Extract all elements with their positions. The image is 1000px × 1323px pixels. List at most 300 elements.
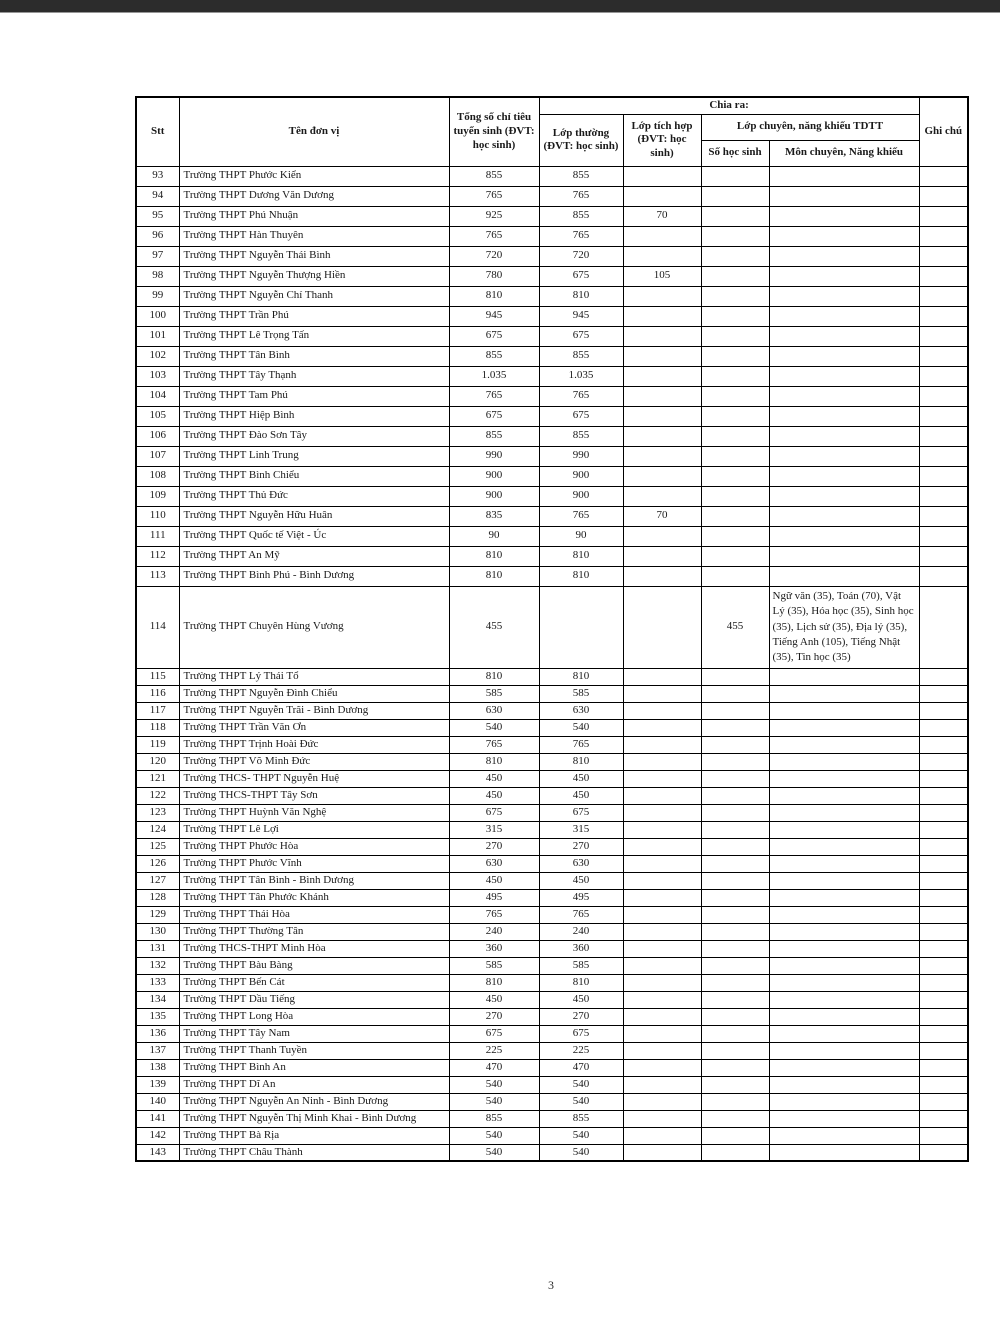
cell-special-subjects bbox=[769, 346, 919, 366]
cell-special-count bbox=[701, 406, 769, 426]
cell-school-name: Trường THPT Nguyễn Hữu Huân bbox=[179, 506, 449, 526]
cell-school-name: Trường THPT Bình Phú - Bình Dương bbox=[179, 566, 449, 586]
cell-note bbox=[919, 266, 968, 286]
cell-stt: 114 bbox=[136, 586, 179, 668]
cell-school-name: Trường THPT Linh Trung bbox=[179, 446, 449, 466]
cell-school-name: Trường THPT Phú Nhuận bbox=[179, 206, 449, 226]
cell-integrated-class bbox=[623, 386, 701, 406]
cell-total-quota: 780 bbox=[449, 266, 539, 286]
cell-total-quota: 900 bbox=[449, 466, 539, 486]
cell-integrated-class bbox=[623, 566, 701, 586]
cell-note bbox=[919, 526, 968, 546]
cell-integrated-class bbox=[623, 366, 701, 386]
cell-integrated-class: 70 bbox=[623, 506, 701, 526]
cell-stt: 111 bbox=[136, 526, 179, 546]
cell-stt: 132 bbox=[136, 957, 179, 974]
cell-special-subjects bbox=[769, 1110, 919, 1127]
cell-note bbox=[919, 566, 968, 586]
table-row bbox=[136, 306, 968, 326]
cell-integrated-class bbox=[623, 466, 701, 486]
page-number: 3 bbox=[548, 1278, 554, 1292]
cell-school-name: Trường THPT Nguyễn Trãi - Bình Dương bbox=[179, 702, 449, 719]
cell-integrated-class bbox=[623, 446, 701, 466]
cell-regular-class: 765 bbox=[539, 736, 623, 753]
enrollment-quota-table bbox=[135, 96, 969, 1162]
header-so-hoc-sinh: Số học sinh bbox=[701, 140, 769, 166]
cell-total-quota: 455 bbox=[449, 586, 539, 668]
table-row bbox=[136, 753, 968, 770]
cell-regular-class: 990 bbox=[539, 446, 623, 466]
cell-special-subjects bbox=[769, 166, 919, 186]
cell-special-subjects bbox=[769, 446, 919, 466]
cell-note bbox=[919, 1093, 968, 1110]
cell-stt: 121 bbox=[136, 770, 179, 787]
cell-special-subjects bbox=[769, 226, 919, 246]
cell-regular-class: 855 bbox=[539, 1110, 623, 1127]
cell-school-name: Trường THPT Tân Bình bbox=[179, 346, 449, 366]
cell-note bbox=[919, 770, 968, 787]
cell-school-name: Trường THPT Chuyên Hùng Vương bbox=[179, 586, 449, 668]
cell-school-name: Trường THPT Bình Chiểu bbox=[179, 466, 449, 486]
cell-school-name: Trường THPT Thủ Đức bbox=[179, 486, 449, 506]
cell-school-name: Trường THPT Nguyễn Đình Chiểu bbox=[179, 685, 449, 702]
cell-school-name: Trường THPT Hàn Thuyên bbox=[179, 226, 449, 246]
cell-special-subjects bbox=[769, 386, 919, 406]
cell-regular-class: 765 bbox=[539, 226, 623, 246]
table-row bbox=[136, 206, 968, 226]
cell-special-subjects bbox=[769, 546, 919, 566]
cell-special-count bbox=[701, 1059, 769, 1076]
cell-school-name: Trường THPT Châu Thành bbox=[179, 1144, 449, 1161]
cell-stt: 129 bbox=[136, 906, 179, 923]
cell-stt: 131 bbox=[136, 940, 179, 957]
cell-regular-class: 240 bbox=[539, 923, 623, 940]
table-row bbox=[136, 991, 968, 1008]
cell-total-quota: 270 bbox=[449, 838, 539, 855]
cell-special-subjects bbox=[769, 787, 919, 804]
cell-integrated-class bbox=[623, 753, 701, 770]
cell-regular-class: 675 bbox=[539, 266, 623, 286]
cell-special-count bbox=[701, 1093, 769, 1110]
cell-stt: 120 bbox=[136, 753, 179, 770]
cell-stt: 123 bbox=[136, 804, 179, 821]
cell-regular-class: 450 bbox=[539, 872, 623, 889]
cell-note bbox=[919, 386, 968, 406]
cell-special-count bbox=[701, 974, 769, 991]
cell-special-subjects bbox=[769, 770, 919, 787]
cell-note bbox=[919, 406, 968, 426]
cell-special-subjects bbox=[769, 206, 919, 226]
cell-integrated-class bbox=[623, 1042, 701, 1059]
cell-regular-class: 360 bbox=[539, 940, 623, 957]
cell-integrated-class bbox=[623, 855, 701, 872]
cell-note bbox=[919, 446, 968, 466]
table-row bbox=[136, 1008, 968, 1025]
cell-total-quota: 240 bbox=[449, 923, 539, 940]
cell-note bbox=[919, 306, 968, 326]
cell-integrated-class bbox=[623, 940, 701, 957]
cell-school-name: Trường THPT Nguyễn Thị Minh Khai - Bình Dương bbox=[179, 1110, 449, 1127]
cell-regular-class: 765 bbox=[539, 186, 623, 206]
cell-total-quota: 810 bbox=[449, 668, 539, 685]
cell-school-name: Trường THPT Nguyễn Chí Thanh bbox=[179, 286, 449, 306]
cell-integrated-class bbox=[623, 889, 701, 906]
cell-note bbox=[919, 855, 968, 872]
cell-regular-class: 630 bbox=[539, 702, 623, 719]
cell-school-name: Trường THPT Tân Bình - Bình Dương bbox=[179, 872, 449, 889]
cell-integrated-class bbox=[623, 923, 701, 940]
cell-integrated-class bbox=[623, 586, 701, 668]
cell-total-quota: 720 bbox=[449, 246, 539, 266]
cell-integrated-class bbox=[623, 685, 701, 702]
cell-stt: 118 bbox=[136, 719, 179, 736]
cell-integrated-class bbox=[623, 1110, 701, 1127]
cell-note bbox=[919, 246, 968, 266]
cell-special-subjects bbox=[769, 506, 919, 526]
cell-note bbox=[919, 546, 968, 566]
cell-special-count bbox=[701, 1008, 769, 1025]
cell-regular-class: 270 bbox=[539, 1008, 623, 1025]
cell-regular-class: 540 bbox=[539, 1093, 623, 1110]
cell-total-quota: 765 bbox=[449, 386, 539, 406]
cell-regular-class: 270 bbox=[539, 838, 623, 855]
cell-special-count bbox=[701, 787, 769, 804]
cell-integrated-class bbox=[623, 668, 701, 685]
cell-special-subjects bbox=[769, 957, 919, 974]
cell-special-subjects bbox=[769, 246, 919, 266]
table-row bbox=[136, 770, 968, 787]
cell-total-quota: 810 bbox=[449, 286, 539, 306]
cell-regular-class: 630 bbox=[539, 855, 623, 872]
cell-special-subjects bbox=[769, 566, 919, 586]
cell-regular-class: 810 bbox=[539, 566, 623, 586]
header-lop-chuyen: Lớp chuyên, năng khiếu TDTT bbox=[701, 114, 919, 140]
cell-special-subjects bbox=[769, 685, 919, 702]
table-row bbox=[136, 855, 968, 872]
cell-total-quota: 495 bbox=[449, 889, 539, 906]
cell-special-subjects bbox=[769, 486, 919, 506]
cell-school-name: Trường THPT Bình An bbox=[179, 1059, 449, 1076]
cell-stt: 98 bbox=[136, 266, 179, 286]
cell-special-count: 455 bbox=[701, 586, 769, 668]
cell-school-name: Trường THCS-THPT Minh Hòa bbox=[179, 940, 449, 957]
cell-special-subjects bbox=[769, 326, 919, 346]
cell-stt: 116 bbox=[136, 685, 179, 702]
cell-note bbox=[919, 821, 968, 838]
cell-total-quota: 810 bbox=[449, 753, 539, 770]
cell-school-name: Trường THPT Bàu Bàng bbox=[179, 957, 449, 974]
table-row bbox=[136, 426, 968, 446]
cell-note bbox=[919, 366, 968, 386]
cell-stt: 137 bbox=[136, 1042, 179, 1059]
cell-note bbox=[919, 1059, 968, 1076]
cell-school-name: Trường THPT Trịnh Hoài Đức bbox=[179, 736, 449, 753]
cell-note bbox=[919, 702, 968, 719]
cell-regular-class: 810 bbox=[539, 753, 623, 770]
cell-note bbox=[919, 804, 968, 821]
cell-note bbox=[919, 346, 968, 366]
cell-note bbox=[919, 486, 968, 506]
cell-special-count bbox=[701, 957, 769, 974]
cell-total-quota: 765 bbox=[449, 226, 539, 246]
cell-special-subjects bbox=[769, 736, 919, 753]
cell-integrated-class bbox=[623, 974, 701, 991]
cell-special-count bbox=[701, 566, 769, 586]
cell-note bbox=[919, 753, 968, 770]
cell-note bbox=[919, 906, 968, 923]
cell-integrated-class bbox=[623, 770, 701, 787]
cell-integrated-class bbox=[623, 1076, 701, 1093]
cell-stt: 127 bbox=[136, 872, 179, 889]
cell-school-name: Trường THCS-THPT Tây Sơn bbox=[179, 787, 449, 804]
cell-regular-class: 470 bbox=[539, 1059, 623, 1076]
table-row bbox=[136, 446, 968, 466]
cell-special-count bbox=[701, 1144, 769, 1161]
table-row bbox=[136, 246, 968, 266]
cell-total-quota: 835 bbox=[449, 506, 539, 526]
header-ten-don-vi: Tên đơn vị bbox=[179, 97, 449, 166]
cell-regular-class: 495 bbox=[539, 889, 623, 906]
cell-note bbox=[919, 719, 968, 736]
cell-note bbox=[919, 326, 968, 346]
table-row bbox=[136, 526, 968, 546]
cell-special-count bbox=[701, 166, 769, 186]
cell-stt: 110 bbox=[136, 506, 179, 526]
cell-stt: 108 bbox=[136, 466, 179, 486]
cell-regular-class: 1.035 bbox=[539, 366, 623, 386]
cell-stt: 135 bbox=[136, 1008, 179, 1025]
cell-special-count bbox=[701, 546, 769, 566]
cell-stt: 109 bbox=[136, 486, 179, 506]
cell-special-count bbox=[701, 286, 769, 306]
cell-stt: 125 bbox=[136, 838, 179, 855]
cell-school-name: Trường THPT Đào Sơn Tây bbox=[179, 426, 449, 446]
table-row bbox=[136, 386, 968, 406]
table-row bbox=[136, 889, 968, 906]
cell-regular-class: 765 bbox=[539, 906, 623, 923]
cell-special-count bbox=[701, 1127, 769, 1144]
cell-total-quota: 585 bbox=[449, 957, 539, 974]
table-row bbox=[136, 1127, 968, 1144]
cell-stt: 106 bbox=[136, 426, 179, 446]
cell-school-name: Trường THPT Nguyễn An Ninh - Bình Dương bbox=[179, 1093, 449, 1110]
cell-note bbox=[919, 506, 968, 526]
cell-regular-class: 675 bbox=[539, 406, 623, 426]
cell-special-count bbox=[701, 266, 769, 286]
cell-special-count bbox=[701, 226, 769, 246]
cell-stt: 95 bbox=[136, 206, 179, 226]
cell-special-subjects bbox=[769, 838, 919, 855]
cell-school-name: Trường THPT Thái Hòa bbox=[179, 906, 449, 923]
table-row bbox=[136, 702, 968, 719]
cell-integrated-class bbox=[623, 1127, 701, 1144]
cell-school-name: Trường THPT Lê Trọng Tấn bbox=[179, 326, 449, 346]
cell-regular-class: 675 bbox=[539, 804, 623, 821]
cell-special-count bbox=[701, 702, 769, 719]
cell-note bbox=[919, 1008, 968, 1025]
table-row bbox=[136, 546, 968, 566]
cell-special-count bbox=[701, 366, 769, 386]
cell-integrated-class bbox=[623, 821, 701, 838]
table-row bbox=[136, 923, 968, 940]
cell-total-quota: 540 bbox=[449, 1127, 539, 1144]
cell-total-quota: 450 bbox=[449, 991, 539, 1008]
table-row bbox=[136, 406, 968, 426]
cell-stt: 139 bbox=[136, 1076, 179, 1093]
cell-school-name: Trường THPT Lê Lợi bbox=[179, 821, 449, 838]
cell-stt: 142 bbox=[136, 1127, 179, 1144]
cell-integrated-class bbox=[623, 346, 701, 366]
cell-school-name: Trường THPT Tam Phú bbox=[179, 386, 449, 406]
cell-stt: 100 bbox=[136, 306, 179, 326]
cell-stt: 141 bbox=[136, 1110, 179, 1127]
cell-school-name: Trường THCS- THPT Nguyễn Huệ bbox=[179, 770, 449, 787]
cell-regular-class: 450 bbox=[539, 787, 623, 804]
cell-total-quota: 810 bbox=[449, 546, 539, 566]
cell-special-subjects bbox=[769, 923, 919, 940]
cell-school-name: Trường THPT Dương Văn Dương bbox=[179, 186, 449, 206]
cell-total-quota: 540 bbox=[449, 1144, 539, 1161]
cell-total-quota: 855 bbox=[449, 166, 539, 186]
cell-school-name: Trường THPT Quốc tế Việt - Úc bbox=[179, 526, 449, 546]
cell-special-count bbox=[701, 246, 769, 266]
cell-integrated-class bbox=[623, 872, 701, 889]
table-row bbox=[136, 1059, 968, 1076]
cell-note bbox=[919, 226, 968, 246]
cell-special-count bbox=[701, 668, 769, 685]
cell-regular-class: 540 bbox=[539, 719, 623, 736]
cell-note bbox=[919, 940, 968, 957]
cell-special-subjects bbox=[769, 526, 919, 546]
cell-special-subjects bbox=[769, 821, 919, 838]
cell-note bbox=[919, 1042, 968, 1059]
cell-total-quota: 225 bbox=[449, 1042, 539, 1059]
header-stt: Stt bbox=[136, 97, 179, 166]
cell-note bbox=[919, 466, 968, 486]
cell-stt: 133 bbox=[136, 974, 179, 991]
cell-school-name: Trường THPT Tây Thạnh bbox=[179, 366, 449, 386]
cell-regular-class: 810 bbox=[539, 286, 623, 306]
cell-integrated-class bbox=[623, 166, 701, 186]
cell-special-subjects bbox=[769, 366, 919, 386]
cell-regular-class: 945 bbox=[539, 306, 623, 326]
cell-special-count bbox=[701, 1076, 769, 1093]
cell-regular-class: 855 bbox=[539, 166, 623, 186]
cell-note bbox=[919, 838, 968, 855]
cell-total-quota: 675 bbox=[449, 326, 539, 346]
cell-note bbox=[919, 426, 968, 446]
cell-regular-class: 540 bbox=[539, 1127, 623, 1144]
cell-regular-class: 855 bbox=[539, 346, 623, 366]
cell-total-quota: 855 bbox=[449, 1110, 539, 1127]
cell-special-count bbox=[701, 306, 769, 326]
cell-special-count bbox=[701, 804, 769, 821]
cell-note bbox=[919, 923, 968, 940]
cell-integrated-class bbox=[623, 186, 701, 206]
table-row bbox=[136, 906, 968, 923]
cell-special-count bbox=[701, 426, 769, 446]
cell-school-name: Trường THPT Tân Phước Khánh bbox=[179, 889, 449, 906]
cell-total-quota: 540 bbox=[449, 1076, 539, 1093]
cell-school-name: Trường THPT Tây Nam bbox=[179, 1025, 449, 1042]
cell-regular-class: 765 bbox=[539, 386, 623, 406]
cell-stt: 96 bbox=[136, 226, 179, 246]
table-row bbox=[136, 736, 968, 753]
cell-stt: 103 bbox=[136, 366, 179, 386]
cell-special-subjects bbox=[769, 1042, 919, 1059]
cell-stt: 93 bbox=[136, 166, 179, 186]
cell-total-quota: 360 bbox=[449, 940, 539, 957]
cell-note bbox=[919, 957, 968, 974]
cell-integrated-class: 105 bbox=[623, 266, 701, 286]
table-row bbox=[136, 821, 968, 838]
cell-regular-class: 90 bbox=[539, 526, 623, 546]
cell-total-quota: 925 bbox=[449, 206, 539, 226]
cell-total-quota: 270 bbox=[449, 1008, 539, 1025]
cell-regular-class: 720 bbox=[539, 246, 623, 266]
cell-integrated-class bbox=[623, 1008, 701, 1025]
cell-regular-class: 675 bbox=[539, 326, 623, 346]
cell-school-name: Trường THPT Dĩ An bbox=[179, 1076, 449, 1093]
cell-total-quota: 450 bbox=[449, 872, 539, 889]
table-row bbox=[136, 838, 968, 855]
table-row bbox=[136, 186, 968, 206]
cell-school-name: Trường THPT Hiệp Bình bbox=[179, 406, 449, 426]
cell-special-count bbox=[701, 906, 769, 923]
cell-stt: 122 bbox=[136, 787, 179, 804]
table-row bbox=[136, 940, 968, 957]
cell-stt: 143 bbox=[136, 1144, 179, 1161]
table-row bbox=[136, 266, 968, 286]
table-row bbox=[136, 326, 968, 346]
cell-stt: 124 bbox=[136, 821, 179, 838]
cell-regular-class: 855 bbox=[539, 426, 623, 446]
cell-integrated-class bbox=[623, 426, 701, 446]
cell-total-quota: 675 bbox=[449, 406, 539, 426]
cell-integrated-class bbox=[623, 991, 701, 1008]
cell-special-count bbox=[701, 991, 769, 1008]
cell-special-subjects bbox=[769, 889, 919, 906]
cell-total-quota: 630 bbox=[449, 855, 539, 872]
cell-school-name: Trường THPT Nguyễn Thượng Hiền bbox=[179, 266, 449, 286]
cell-special-subjects bbox=[769, 1008, 919, 1025]
cell-total-quota: 765 bbox=[449, 736, 539, 753]
header-lop-thuong: Lớp thường (ĐVT: học sinh) bbox=[539, 114, 623, 166]
cell-stt: 105 bbox=[136, 406, 179, 426]
cell-integrated-class bbox=[623, 286, 701, 306]
cell-total-quota: 315 bbox=[449, 821, 539, 838]
table-row bbox=[136, 974, 968, 991]
cell-special-subjects bbox=[769, 1059, 919, 1076]
cell-special-count bbox=[701, 446, 769, 466]
cell-special-count bbox=[701, 753, 769, 770]
cell-special-count bbox=[701, 855, 769, 872]
table-row bbox=[136, 1042, 968, 1059]
cell-integrated-class bbox=[623, 957, 701, 974]
cell-note bbox=[919, 974, 968, 991]
cell-total-quota: 945 bbox=[449, 306, 539, 326]
cell-special-count bbox=[701, 770, 769, 787]
cell-school-name: Trường THPT Phước Hòa bbox=[179, 838, 449, 855]
table-row bbox=[136, 166, 968, 186]
table-row bbox=[136, 1025, 968, 1042]
table-row bbox=[136, 286, 968, 306]
cell-stt: 115 bbox=[136, 668, 179, 685]
cell-stt: 136 bbox=[136, 1025, 179, 1042]
cell-school-name: Trường THPT Thường Tân bbox=[179, 923, 449, 940]
cell-regular-class: 450 bbox=[539, 770, 623, 787]
cell-special-subjects: Ngữ văn (35), Toán (70), Vật Lý (35), Hóa học (35), Sinh học (35), Lịch sử (35), Địa lý (35), Tiếng Anh (105), Tiếng Nhật (35), Tin học (35) bbox=[769, 586, 919, 668]
